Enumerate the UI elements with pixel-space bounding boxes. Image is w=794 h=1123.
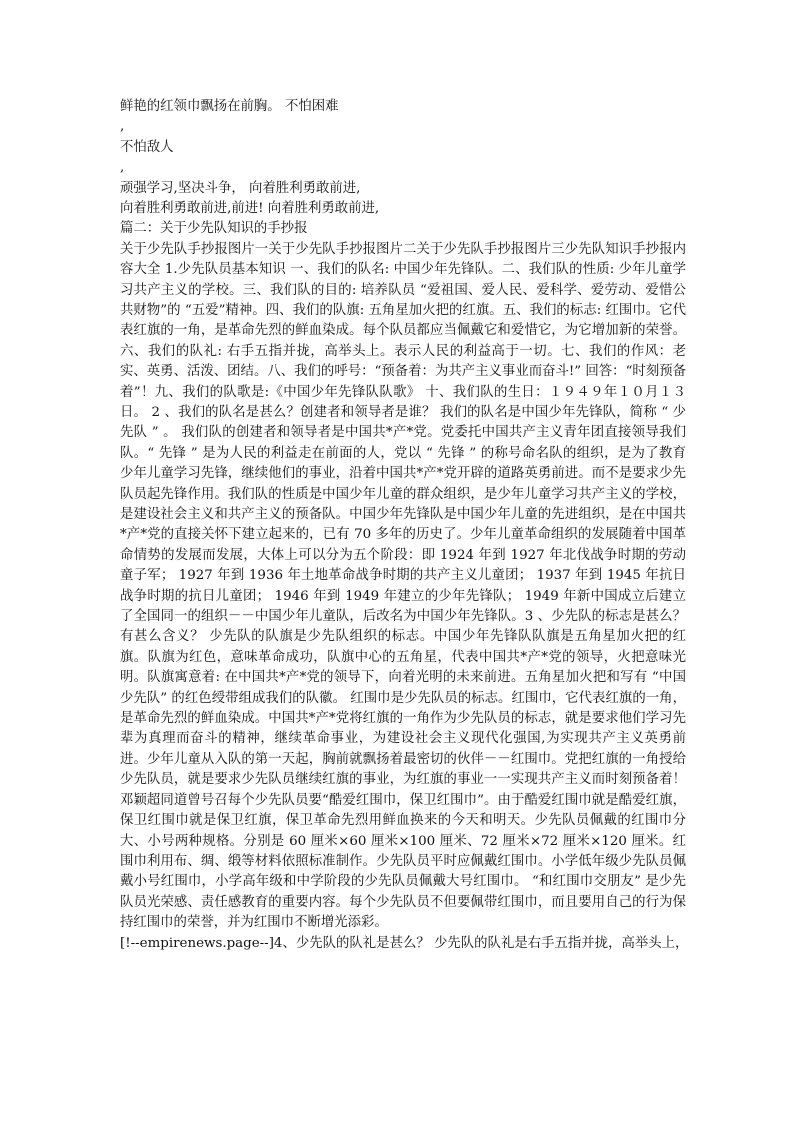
- body-paragraph: [120, 240, 686, 934]
- poem-line: ,: [120, 119, 125, 135]
- poem-line: 向着胜利勇敢前进,前进! 向着胜利勇敢前进,: [120, 200, 380, 216]
- poem-line: 不怕敌人: [120, 139, 174, 155]
- poem-line: 鲜艳的红领巾飘扬在前胸。 不怕困难: [120, 99, 339, 114]
- body-text: 关于少先队手抄报图片一关于少先队手抄报图片二关于少先队手抄报图片三少先队知识手抄报内容大全 1.少先队员基本知识 一、我们的队名: 中国少年先锋队。二、我们队的性质: 少年儿童学习共产主义的学校。三、我们队的目的: 培养队员 “爱祖国、爱人民、爱科学、爱劳动、爱惜公共财物”的 “五爱”精神。四、我们的队旗: 五角星加火把的红旗。五、我们的标志: 红围巾。它代表红旗的一角，是革命先烈的鲜血染成。每个队员都应当佩戴它和爱惜它，为它增加新的荣誉。六、我们的队礼: 右手五指并拢，高举头上。表示人民的利益高于一切。七、我们的作风：老实、英勇、活泼、团结。八、我们的呼号：“预备着：为共产主义事业而奋斗!” 回答：“时刻预备着”！九、我们的队歌是:《中国少年先锋队队歌》 十、我们队的生日：１９４９年１０月１３日。 2 、我们的队名是甚么？创建者和领导者是谁？ 我们的队名是中国少年先锋队，简称 “ 少先队 ” 。 我们队的创建者和领导者是中国共*产*党。党委托中国共产主义青年团直接领导我们队。“ 先锋 ” 是为人民的利益走在前面的人，党以 “ 先锋 ” 的称号命名队的组织，是为了教育少年儿童学习先锋，继续他们的事业，沿着中国共*产*党开辟的道路英勇前进。而不是要求少先队员起先锋作用。我们队的性质是中国少年儿童的群众组织，是少年儿童学习共产主义的学校，是建设社会主义和共产主义的预备队。中国少年先锋队是中国少年儿童的先进组织，是在中国共*产*党的直接关怀下建立起来的，已有 70 多年的历史了。少年儿童革命组织的发展随着中国革命情势的发展而发展，大体上可以分为五个阶段：即 1924 年到 1927 年北伐战争时期的劳动童子军； 1927 年到 1936 年土地革命战争时期的共产主义儿童团； 1937 年到 1945 年抗日战争时期的抗日儿童团； 1946 年到 1949 年建立的少年先锋队； 1949 年新中国成立后建立了全国同一的组织－－中国少年儿童队，后改名为中国少年先锋队。3 、少先队的标志是甚么？有甚么含义？ 少先队的队旗是少先队组织的标志。中国少年先锋队队旗是五角星加火把的红旗。队旗为红色，意味革命成功，队旗中心的五角星，代表中国共*产*党的领导，火把意味光明。队旗寓意着: 在中国共*产*党的领导下，向着光明的未来前进。五角星加火把和写有 “中国少先队” 的红色绶带组成我们的队徽。 红围巾是少先队员的标志。红围巾，它代表红旗的一角，是革命先烈的鲜血染成。中国共*产*党将红旗的一角作为少先队员的标志，就是要求他们学习先辈为真理而奋斗的精神，继续革命事业，为建设社会主义现代化强国,为实现共产主义英勇前进。少年儿童从入队的第一天起，胸前就飘扬着最密切的伙伴－－红围巾。党把红旗的一角授给少先队员，就是要求少先队员继续红旗的事业，为红旗的事业一一实现共产主义而时刻预备着！邓颖超同道曾号召每个少先队员要“酷爱红围巾，保卫红围巾”。由于酷爱红围巾就是酷爱红旗，保卫红围巾就是保卫红旗，保卫革命先烈用鲜血换来的今天和明天。少先队员佩戴的红围巾分大、小号两种规格。分别是 60 厘米×60 厘米×100 厘米、72 厘米×72 厘米×120 厘米。红围巾利用布、绸、缎等材料依照标准制作。少先队员平时应佩戴红围巾。小学低年级少先队员佩戴小号红围巾，小学高年级和中学阶段的少先队员佩戴大号红围巾。 “和红围巾交朋友” 是少先队员光荣感、责任感教育的重要内容。每个少先队员不但要佩带红围巾，而且要用自己的行为保持红围巾的荣誉，并为红围巾不断增光添彩。: [120, 241, 686, 931]
- section-title: 篇二：关于少先队知识的手抄报: [120, 221, 308, 237]
- poem-line: 顽强学习,坚决斗争， 向着胜利勇敢前进,: [120, 180, 361, 196]
- poem-block: [120, 97, 686, 219]
- poem-line: ,: [120, 160, 125, 176]
- continuation-line: [!--empirenews.page--]4、少先队的队礼是甚么？ 少先队的队礼是右手五指并拢，高举头上，: [120, 935, 689, 951]
- document-page: [120, 97, 689, 954]
